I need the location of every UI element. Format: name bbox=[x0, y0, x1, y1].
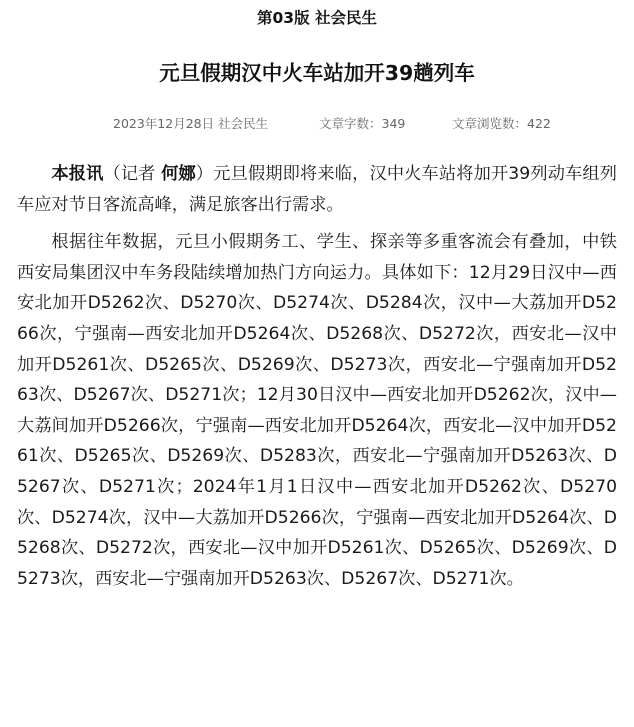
edition-header: 第03版 社会民生 bbox=[257, 9, 377, 27]
article-title: 元旦假期汉中火车站加开39趟列车 bbox=[159, 61, 475, 85]
view-count: 文章浏览数：422 bbox=[452, 116, 551, 131]
article-body bbox=[17, 159, 617, 601]
reporter-close: ） bbox=[195, 164, 214, 184]
reporter-open: （记者 bbox=[103, 164, 162, 184]
paragraph-1-text: 元旦假期即将来临，汉中火车站将加开39列动车组列车应对节日客流高峰，满足旅客出行需求。 bbox=[17, 164, 617, 215]
article-paragraph-2 bbox=[17, 227, 617, 594]
paragraph-2-text: 根据往年数据，元旦小假期务工、学生、探亲等多重客流会有叠加，中铁西安局集团汉中车务段陆续增加热门方向运力。具体如下：12月29日汉中—西安北加开D5262次、D5270次、D5274次、D5284次，汉中—大荔加开D5266次，宁强南—西安北加开D5264次、D5268次、D5272次，西安北—汉中加开D5261次、D5265次、D5269次、D5273次，西安北—宁强南加开D5263次、D5267次、D5271次；12月30日汉中—西安北加开D5262次，汉中—大荔间加开D5266次，宁强南—西安北加开D5264次，西安北—汉中加开D5261次、D5265次、D5269次、D5283次，西安北—宁强南加开D5263次、D5267次、D5271次；2024年1月1日汉中—西安北加开D5262次、D5270次、D5274次，汉中—大荔加开D5266次，宁强南—西安北加开D5264次、D5268次、D5272次，西安北—汉中加开D5261次、D5265次、D5269次、D5273次，西安北—宁强南加开D5263次、D5267次、D5271次。 bbox=[17, 232, 617, 589]
dateline-lead: 本报讯 bbox=[51, 164, 104, 184]
article-paragraph-1 bbox=[17, 159, 617, 220]
publish-date-section: 2023年12月28日 社会民生 bbox=[113, 116, 269, 131]
reporter-name: 何娜 bbox=[161, 164, 196, 184]
word-count: 文章字数：349 bbox=[319, 116, 406, 131]
